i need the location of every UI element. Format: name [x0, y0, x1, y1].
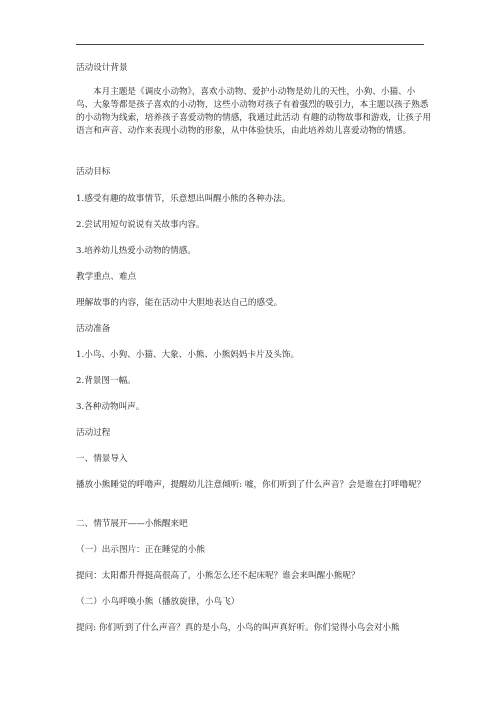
subsection-2-question: 提问: 你们听到了什么声音？真的是小鸟，小鸟的叫声真好听。你们觉得小鸟会对小熊: [76, 623, 400, 633]
heading-key-points: 教学重点、难点: [76, 272, 137, 282]
goal-item-2: 2.尝试用短句说说有关故事内容。: [76, 220, 205, 230]
subsection-2-title: （二）小鸟呼唤小熊（播放旋律，小鸟飞）: [76, 597, 240, 607]
section-2-title: 二、情节展开——小熊醒来吧: [76, 519, 188, 529]
prep-item-1: 1.小鸟、小狗、小猫、大象、小熊、小熊妈妈卡片及头饰。: [76, 350, 300, 360]
subsection-1-title: （一）出示图片：正在睡觉的小熊: [76, 545, 205, 555]
heading-background: 活动设计背景: [76, 63, 128, 73]
subsection-1-question: 提问：太阳都升得挺高很高了，小熊怎么还不起床呢？谁会来叫醒小熊呢？: [76, 571, 360, 581]
goal-item-3: 3.培养幼儿热爱小动物的情感。: [76, 246, 196, 256]
heading-process: 活动过程: [76, 428, 111, 438]
key-points-text: 理解故事的内容，能在活动中大胆地表达自己的感受。: [76, 298, 283, 308]
section-1-text: 播放小熊睡觉的呼噜声，提醒幼儿注意倾听: 嘘，你们听到了什么声音？会是谁在打呼噜呢？: [76, 480, 426, 490]
prep-item-3: 3.各种动物叫声。: [76, 402, 145, 412]
section-1-title: 一、情景导入: [76, 454, 128, 464]
prep-item-2: 2.背景图一幅。: [76, 376, 136, 386]
header-rule: [76, 44, 424, 45]
heading-goals: 活动目标: [76, 167, 111, 177]
goal-item-1: 1.感受有趣的故事情节，乐意想出叫醒小熊的各种办法。: [76, 194, 291, 204]
paragraph-background: 本月主题是《调皮小动物》，喜欢小动物、爱护小动物是幼儿的天性，小狗、小猫、小鸟、大象等都是孩子喜欢的小动物，这些小动物对孩子有着强烈的吸引力，本主题以孩子熟悉的小动物为线索，培养孩子喜爱动物的情感，我通过此活动 有趣的动物故事和游戏，让孩子用语言和声音、动作来表现小动物的形象，从中体验快乐，由此培养幼儿喜爱动物的情感。: [76, 87, 432, 136]
heading-preparation: 活动准备: [76, 324, 111, 334]
